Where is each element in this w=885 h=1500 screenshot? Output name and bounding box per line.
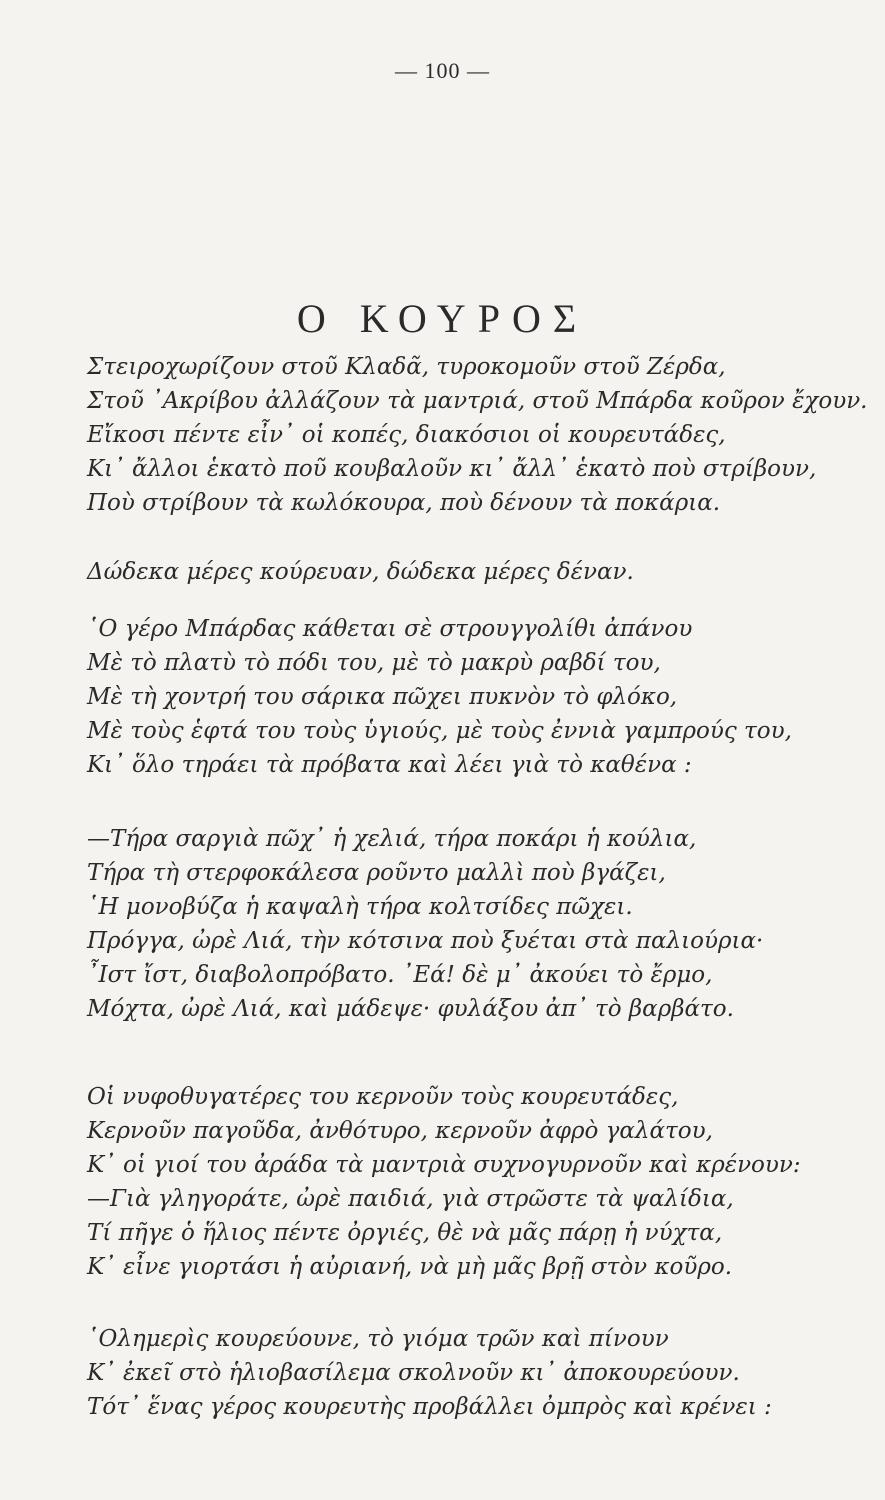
poem-line: Μὲ τοὺς ἑφτά του τοὺς ὑγιούς, μὲ τοὺς ἐννιὰ γαμπρούς του, xyxy=(87,718,792,744)
poem-line: Ποὺ στρίβουν τὰ κωλόκουρα, ποὺ δένουν τὰ ποκάρια. xyxy=(87,490,721,516)
poem-line: —Τήρα σαργιὰ πῶχ᾿ ἡ χελιά, τήρα ποκάρι ἡ κούλια, xyxy=(87,826,697,852)
poem-line: Στοῦ ᾿Ακρίβου ἀλλάζουν τὰ μαντριά, στοῦ Μπάρδα κοῦρον ἔχουν. xyxy=(87,388,868,414)
poem-line: Μὲ τὸ πλατὺ τὸ πόδι του, μὲ τὸ μακρὺ ραβδί του, xyxy=(87,650,661,676)
stanza-1 xyxy=(87,350,868,520)
poem-line: Εἴκοσι πέντε εἶν᾿ οἱ κοπές, διακόσιοι οἱ κουρευτάδες, xyxy=(87,422,726,448)
stanza-3 xyxy=(87,612,847,782)
poem-line: Δώδεκα μέρες κούρευαν, δώδεκα μέρες δέναν. xyxy=(87,559,634,585)
stanza-4 xyxy=(87,822,847,1026)
poem-line: Στειροχωρίζουν στοῦ Κλαδᾶ, τυροκομοῦν στοῦ Ζέρδα, xyxy=(87,354,726,380)
poem-line: Κ᾿ ἐκεῖ στὸ ἡλιοβασίλεμα σκολνοῦν κι᾿ ἀποκουρεύουν. xyxy=(87,1360,740,1386)
stanza-2 xyxy=(87,555,847,589)
stanza-5 xyxy=(87,1080,847,1284)
poem-line: ῾Ολημερὶς κουρεύουνε, τὸ γιόμα τρῶν καὶ πίνουν xyxy=(87,1326,669,1352)
poem-line: ῏Ιστ ἴστ, διαβολοπρόβατο. ᾿Εά! δὲ μ᾿ ἀκούει τὸ ἔρμο, xyxy=(87,962,713,988)
poem-line: Τί πῆγε ὁ ἥλιος πέντε ὀργιές, θὲ νὰ μᾶς πάρῃ ἡ νύχτα, xyxy=(87,1220,723,1246)
poem-line: Τήρα τὴ στερφοκάλεσα ροῦντο μαλλὶ ποὺ βγάζει, xyxy=(87,860,666,886)
poem-line: Κ᾿ οἱ γιοί του ἀράδα τὰ μαντριὰ συχνογυρνοῦν καὶ κρένουν: xyxy=(87,1152,801,1178)
poem-title: Ο ΚΟΥΡΟΣ xyxy=(296,295,589,341)
stanza-6 xyxy=(87,1322,847,1424)
poem-line: Κ᾿ εἶνε γιορτάσι ἡ αὐριανή, νὰ μὴ μᾶς βρῇ στὸν κοῦρο. xyxy=(87,1254,733,1280)
poem-line: Κερνοῦν παγοῦδα, ἀνθότυρο, κερνοῦν ἀφρὸ γαλάτου, xyxy=(87,1118,713,1144)
poem-line: Μὲ τὴ χοντρή του σάρικα πῶχει πυκνὸν τὸ φλόκο, xyxy=(87,684,678,710)
poem-line: Οἱ νυφοθυγατέρες του κερνοῦν τοὺς κουρευτάδες, xyxy=(87,1084,679,1110)
poem-line: Κι᾿ ὅλο τηράει τὰ πρόβατα καὶ λέει γιὰ τὸ καθένα : xyxy=(87,752,692,778)
page-number: — 100 — xyxy=(395,58,490,83)
poem-line: —Γιὰ γληγοράτε, ὠρὲ παιδιά, γιὰ στρῶστε τὰ ψαλίδια, xyxy=(87,1186,734,1212)
poem-line: Τότ᾿ ἕνας γέρος κουρευτὴς προβάλλει ὀμπρὸς καὶ κρένει : xyxy=(87,1394,772,1420)
poem-line: Κι᾿ ἄλλοι ἑκατὸ ποῦ κουβαλοῦν κι᾿ ἄλλ᾿ ἑκατὸ ποὺ στρίβουν, xyxy=(87,456,817,482)
poem-line: Μόχτα, ὠρὲ Λιά, καὶ μάδεψε· φυλάξου ἀπ᾿ τὸ βαρβάτο. xyxy=(87,996,734,1022)
poem-line: ῾Ο γέρο Μπάρδας κάθεται σὲ στρουγγολίθι ἀπάνου xyxy=(87,616,693,642)
poem-line: Πρόγγα, ὠρὲ Λιά, τὴν κότσινα ποὺ ξυέται στὰ παλιούρια· xyxy=(87,928,764,954)
poem-line: ῾Η μονοβύζα ἡ καψαλὴ τήρα κολτσίδες πῶχει. xyxy=(87,894,633,920)
